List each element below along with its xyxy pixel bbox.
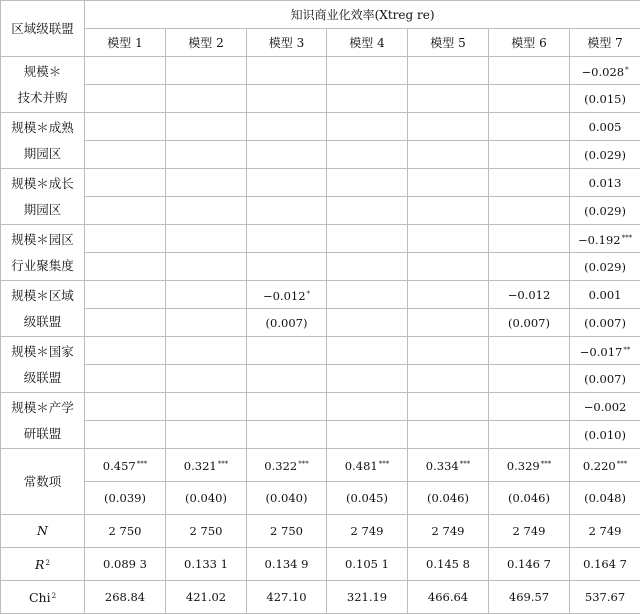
- stat-label-text: N: [37, 523, 48, 538]
- significance-stars: ***: [137, 460, 148, 468]
- se-row: [1, 253, 640, 281]
- coef-cell: [85, 281, 166, 309]
- se-cell: (0.007): [247, 309, 327, 337]
- row-label: [1, 225, 85, 281]
- coef-cell: [570, 57, 640, 85]
- coef-value: 0.013: [589, 176, 622, 190]
- se-cell: (0.046): [408, 482, 489, 515]
- coef-row: [1, 449, 640, 482]
- corner-header: 区域级联盟: [1, 1, 85, 57]
- significance-stars: ***: [622, 234, 633, 242]
- coef-cell: [166, 449, 247, 482]
- stat-row: [1, 515, 640, 548]
- row-label-line: 期园区: [1, 197, 84, 223]
- model-header: 模型 4: [327, 29, 408, 57]
- se-cell: (0.010): [570, 421, 640, 449]
- coef-value: −0.012: [508, 288, 551, 302]
- significance-stars: ***: [298, 460, 309, 468]
- significance-stars: *: [307, 290, 311, 298]
- significance-stars: *: [625, 66, 629, 74]
- coef-cell: [166, 225, 247, 253]
- coef-value: 0.334: [426, 459, 459, 473]
- se-cell: [327, 309, 408, 337]
- row-label: [1, 57, 85, 113]
- coef-value: 0.322: [264, 459, 297, 473]
- coef-cell: [327, 281, 408, 309]
- stat-value: 2 749: [408, 515, 489, 548]
- stat-value: 0.145 8: [408, 548, 489, 581]
- model-header: 模型 7: [570, 29, 640, 57]
- row-label-line: 规模＊成熟: [1, 115, 84, 141]
- se-cell: [489, 365, 570, 393]
- coef-cell: [408, 337, 489, 365]
- row-label: [1, 449, 85, 515]
- se-cell: [85, 365, 166, 393]
- coef-cell: [247, 169, 327, 197]
- se-cell: [408, 253, 489, 281]
- coef-row: [1, 169, 640, 197]
- table-title: 知识商业化效率(Xtreg re): [85, 1, 640, 29]
- coef-value: 0.457: [103, 459, 136, 473]
- coef-cell: [570, 113, 640, 141]
- model-header: 模型 5: [408, 29, 489, 57]
- row-label-line: 级联盟: [1, 365, 84, 391]
- se-cell: (0.015): [570, 85, 640, 113]
- stat-value: 2 749: [327, 515, 408, 548]
- coef-row: [1, 57, 640, 85]
- coef-cell: [327, 393, 408, 421]
- stat-value: 2 750: [166, 515, 247, 548]
- coef-cell: [166, 281, 247, 309]
- stat-value: 466.64: [408, 581, 489, 614]
- coef-row: [1, 393, 640, 421]
- coef-cell: [85, 169, 166, 197]
- significance-stars: ***: [379, 460, 390, 468]
- stat-value: 537.67: [570, 581, 640, 614]
- se-cell: (0.039): [85, 482, 166, 515]
- model-header: 模型 3: [247, 29, 327, 57]
- coef-value: −0.002: [584, 400, 627, 414]
- se-cell: [85, 421, 166, 449]
- stat-value: 2 749: [489, 515, 570, 548]
- coef-cell: [489, 337, 570, 365]
- stat-label-text: Chi: [29, 590, 51, 605]
- coef-cell: [570, 169, 640, 197]
- se-cell: [408, 365, 489, 393]
- row-label: [1, 337, 85, 393]
- coef-cell: [327, 225, 408, 253]
- se-cell: [327, 141, 408, 169]
- se-cell: [327, 197, 408, 225]
- coef-cell: [247, 449, 327, 482]
- se-cell: [166, 253, 247, 281]
- coef-cell: [247, 337, 327, 365]
- coef-cell: [408, 281, 489, 309]
- coef-value: −0.192: [578, 233, 621, 247]
- coef-value: 0.481: [345, 459, 378, 473]
- se-cell: [327, 85, 408, 113]
- se-cell: [85, 141, 166, 169]
- model-header: 模型 1: [85, 29, 166, 57]
- coef-cell: [327, 169, 408, 197]
- se-row: [1, 141, 640, 169]
- stat-label-sup: 2: [45, 559, 49, 567]
- significance-stars: **: [623, 346, 630, 354]
- coef-cell: [408, 225, 489, 253]
- coef-cell: [327, 337, 408, 365]
- significance-stars: ***: [541, 460, 552, 468]
- stat-label: [1, 581, 85, 614]
- se-cell: [85, 197, 166, 225]
- coef-cell: [166, 337, 247, 365]
- coef-cell: [489, 281, 570, 309]
- se-cell: [166, 85, 247, 113]
- coef-cell: [85, 225, 166, 253]
- stat-value: 0.146 7: [489, 548, 570, 581]
- coef-cell: [327, 113, 408, 141]
- row-label-line: 规模＊成长: [1, 171, 84, 197]
- coef-cell: [408, 169, 489, 197]
- stat-value: 2 750: [247, 515, 327, 548]
- se-row: [1, 85, 640, 113]
- row-label: [1, 169, 85, 225]
- table-body: [1, 57, 640, 614]
- se-row: [1, 365, 640, 393]
- coef-value: 0.321: [184, 459, 217, 473]
- row-label-line: 级联盟: [1, 309, 84, 335]
- coef-cell: [85, 57, 166, 85]
- coef-cell: [247, 225, 327, 253]
- coef-value: 0.001: [589, 288, 622, 302]
- se-cell: [247, 141, 327, 169]
- coef-cell: [85, 337, 166, 365]
- coef-cell: [85, 393, 166, 421]
- coef-cell: [247, 393, 327, 421]
- coef-row: [1, 281, 640, 309]
- coef-cell: [85, 113, 166, 141]
- coef-row: [1, 113, 640, 141]
- significance-stars: ***: [460, 460, 471, 468]
- se-row: [1, 309, 640, 337]
- coef-value: −0.017: [580, 345, 623, 359]
- se-cell: [327, 421, 408, 449]
- se-cell: (0.029): [570, 141, 640, 169]
- se-cell: [166, 309, 247, 337]
- coef-cell: [489, 169, 570, 197]
- stat-row: [1, 581, 640, 614]
- coef-cell: [327, 57, 408, 85]
- se-cell: [166, 197, 247, 225]
- se-cell: [489, 197, 570, 225]
- se-cell: [85, 85, 166, 113]
- row-label-line: 行业聚集度: [1, 253, 84, 279]
- se-cell: (0.048): [570, 482, 640, 515]
- stat-value: 268.84: [85, 581, 166, 614]
- se-cell: [166, 141, 247, 169]
- coef-value: 0.329: [507, 459, 540, 473]
- se-cell: [408, 309, 489, 337]
- row-label-line: 规模＊园区: [1, 227, 84, 253]
- coef-cell: [166, 393, 247, 421]
- se-cell: [327, 365, 408, 393]
- se-cell: [489, 253, 570, 281]
- se-cell: [408, 421, 489, 449]
- se-cell: [247, 85, 327, 113]
- se-cell: (0.040): [166, 482, 247, 515]
- stat-value: 2 749: [570, 515, 640, 548]
- se-cell: [247, 253, 327, 281]
- row-label-line: 技术并购: [1, 85, 84, 111]
- coef-cell: [408, 393, 489, 421]
- stat-value: 0.105 1: [327, 548, 408, 581]
- stat-value: 0.164 7: [570, 548, 640, 581]
- significance-stars: ***: [218, 460, 229, 468]
- se-cell: (0.029): [570, 253, 640, 281]
- row-label-line: 规模＊区域: [1, 283, 84, 309]
- stat-value: 469.57: [489, 581, 570, 614]
- coef-cell: [166, 169, 247, 197]
- coef-cell: [408, 113, 489, 141]
- se-cell: [166, 421, 247, 449]
- coef-value: 0.005: [589, 120, 622, 134]
- stat-label-sup: 2: [52, 592, 56, 600]
- stat-value: 421.02: [166, 581, 247, 614]
- row-label-line: 期园区: [1, 141, 84, 167]
- coef-cell: [85, 449, 166, 482]
- coef-value: −0.028: [582, 65, 625, 79]
- se-cell: [166, 365, 247, 393]
- significance-stars: ***: [617, 460, 628, 468]
- coef-cell: [166, 113, 247, 141]
- coef-cell: [570, 281, 640, 309]
- coef-cell: [489, 449, 570, 482]
- se-cell: [85, 253, 166, 281]
- coef-cell: [408, 57, 489, 85]
- se-cell: [408, 85, 489, 113]
- coef-cell: [489, 393, 570, 421]
- se-cell: [408, 141, 489, 169]
- coef-row: [1, 337, 640, 365]
- coef-row: [1, 225, 640, 253]
- se-cell: (0.007): [489, 309, 570, 337]
- row-label: [1, 281, 85, 337]
- stat-value: 0.133 1: [166, 548, 247, 581]
- coef-cell: [247, 113, 327, 141]
- se-cell: (0.045): [327, 482, 408, 515]
- se-cell: (0.007): [570, 309, 640, 337]
- stat-label: [1, 515, 85, 548]
- se-cell: [247, 197, 327, 225]
- se-cell: [247, 421, 327, 449]
- model-header: 模型 6: [489, 29, 570, 57]
- se-cell: [489, 421, 570, 449]
- coef-cell: [570, 393, 640, 421]
- coef-cell: [570, 225, 640, 253]
- se-row: [1, 482, 640, 515]
- coef-cell: [489, 57, 570, 85]
- row-label-line: 研联盟: [1, 421, 84, 447]
- se-cell: [489, 85, 570, 113]
- stat-value: 427.10: [247, 581, 327, 614]
- row-label-line: 规模＊产学: [1, 395, 84, 421]
- coef-cell: [247, 281, 327, 309]
- row-label: [1, 393, 85, 449]
- stat-value: 0.089 3: [85, 548, 166, 581]
- coef-cell: [166, 57, 247, 85]
- se-cell: (0.029): [570, 197, 640, 225]
- se-row: [1, 197, 640, 225]
- se-cell: [85, 309, 166, 337]
- se-cell: [247, 365, 327, 393]
- stat-label: [1, 548, 85, 581]
- se-cell: [489, 141, 570, 169]
- coef-cell: [327, 449, 408, 482]
- model-header: 模型 2: [166, 29, 247, 57]
- coef-cell: [247, 57, 327, 85]
- se-cell: (0.046): [489, 482, 570, 515]
- row-label: [1, 113, 85, 169]
- se-cell: (0.007): [570, 365, 640, 393]
- stat-row: [1, 548, 640, 581]
- stat-value: 321.19: [327, 581, 408, 614]
- coef-cell: [570, 449, 640, 482]
- stat-value: 0.134 9: [247, 548, 327, 581]
- coef-value: 0.220: [583, 459, 616, 473]
- stat-label-text: R: [35, 557, 44, 572]
- coef-value: −0.012: [263, 289, 306, 303]
- row-label-line: 规模＊: [1, 59, 84, 85]
- coef-cell: [489, 225, 570, 253]
- se-cell: [327, 253, 408, 281]
- stat-value: 2 750: [85, 515, 166, 548]
- coef-cell: [489, 113, 570, 141]
- coef-cell: [570, 337, 640, 365]
- row-label-line: 规模＊国家: [1, 339, 84, 365]
- se-cell: (0.040): [247, 482, 327, 515]
- se-row: [1, 421, 640, 449]
- se-cell: [408, 197, 489, 225]
- row-label-line: 常数项: [1, 469, 84, 495]
- coef-cell: [408, 449, 489, 482]
- model-header-row: [1, 29, 640, 57]
